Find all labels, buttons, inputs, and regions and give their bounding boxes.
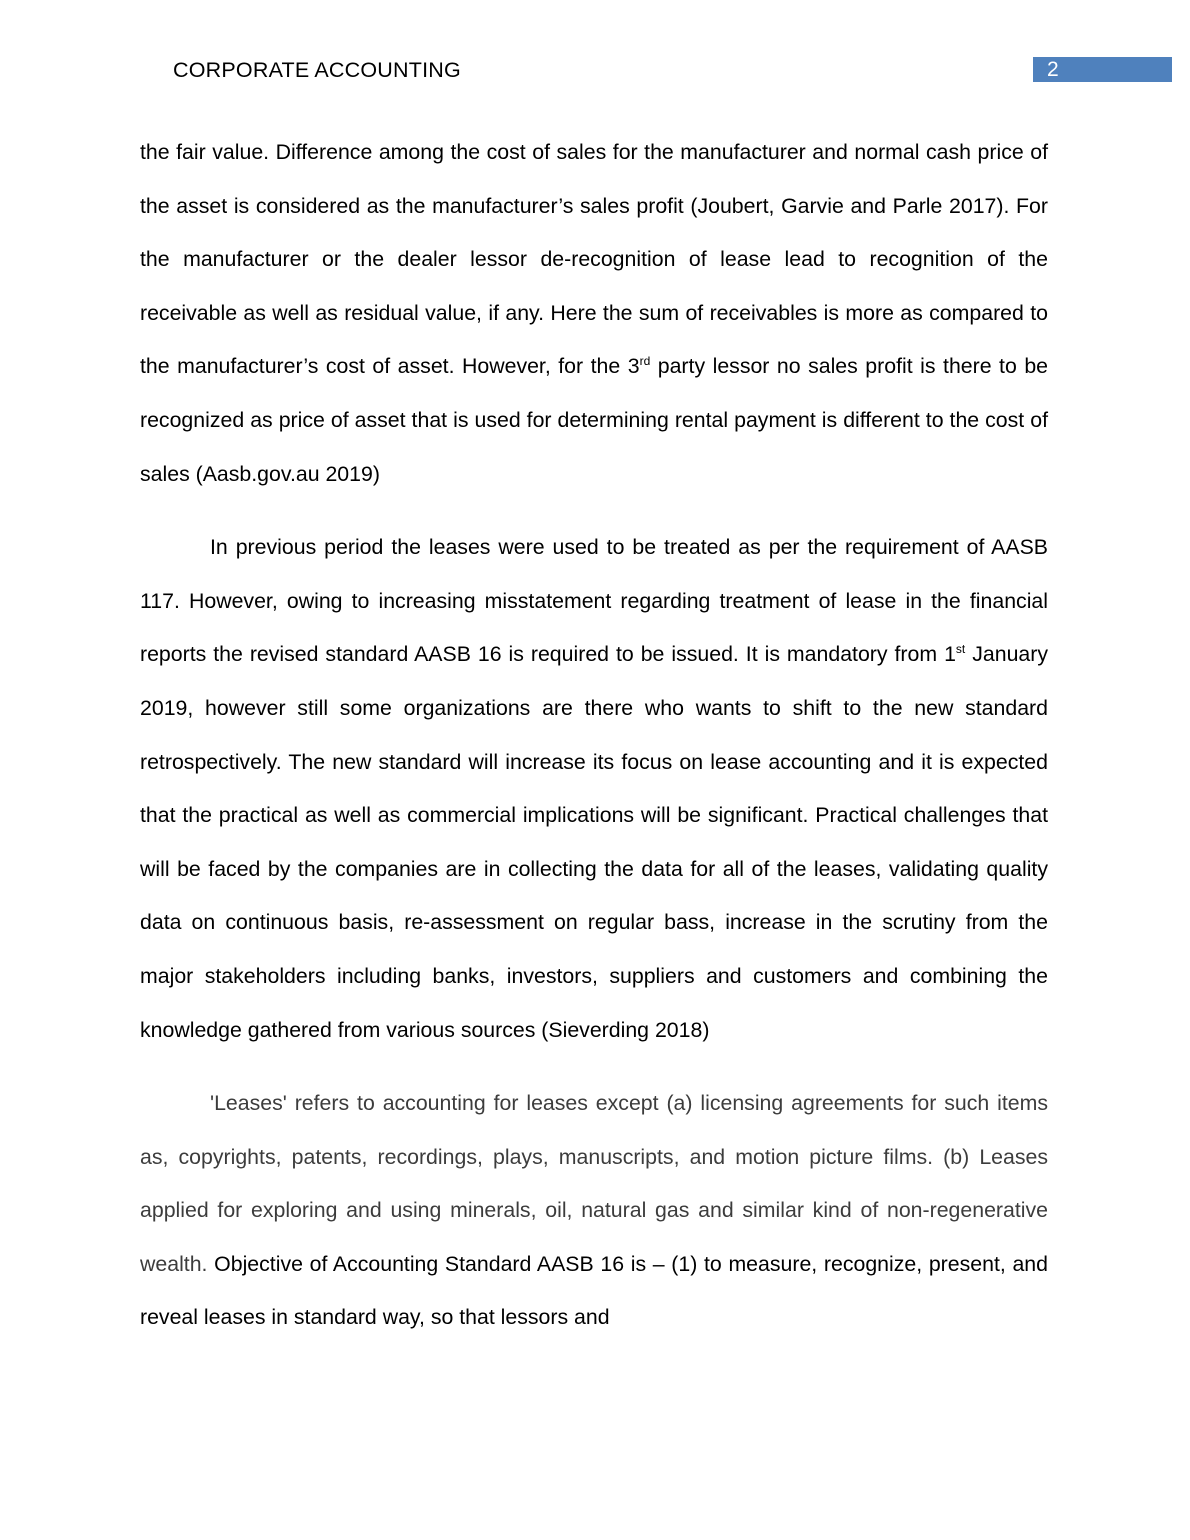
- paragraph-1: [140, 126, 1048, 501]
- paragraph-1-text-a: the fair value. Difference among the cost of sales for the manufacturer and normal cash price of the asset is considered as the manufacturer’s sales profit (Joubert, Garvie and Parle 2017). For the manufacturer or the dealer lessor de-recognition of lease lead to recognition of the receivable as well as residual value, if any. Here the sum of receivables is more as compared to the manufacturer’s cost of asset. However, for the 3: [140, 140, 1048, 379]
- superscript-rd: rd: [639, 354, 651, 369]
- paragraph-3-quoted-definition: 'Leases' refers to accounting for leases except (a) licensing agreements for such items as, copyrights, patents, recordings, plays, manuscripts, and motion picture films. (b) Leases applied for exploring and using minerals, oil, natural gas and similar kind of non-regenerative wealth.: [140, 1091, 1048, 1276]
- paragraph-3-objective-text: Objective of Accounting Standard AASB 16 is – (1) to measure, recognize, present, and reveal leases in standard way, so that lessors and: [140, 1251, 1048, 1330]
- paragraph-1-text-b: party lessor no sales profit is there to be recognized as price of asset that is used for determining rental payment is different to the cost of sales (Aasb.gov.au 2019): [140, 354, 1049, 486]
- superscript-st: st: [955, 642, 966, 657]
- page-number: 2: [1047, 58, 1059, 81]
- paragraph-2-text-b: January 2019, however still some organizations are there who wants to shift to the new standard retrospectively. The new standard will increase its focus on lease accounting and it is expected that the practical as well as commercial implications will be significant. Practical challenges that will be faced by the companies are in collecting the data for all of the leases, validating quality data on continuous basis, re-assessment on regular bass, increase in the scrutiny from the major stakeholders including banks, investors, suppliers and customers and combining the knowledge gathered from various sources (Sieverding 2018): [140, 642, 1048, 1042]
- page-number-badge: [1033, 57, 1172, 82]
- document-body: [140, 126, 1048, 1345]
- running-header-title: CORPORATE ACCOUNTING: [173, 58, 461, 82]
- paragraph-2-text-a: In previous period the leases were used to be treated as per the requirement of AASB 117. However, owing to increasing misstatement regarding treatment of lease in the financial reports the revised standard AASB 16 is required to be issued. It is mandatory from 1: [140, 535, 1048, 667]
- paragraph-3: [140, 1077, 1048, 1345]
- paragraph-2: [140, 521, 1048, 1057]
